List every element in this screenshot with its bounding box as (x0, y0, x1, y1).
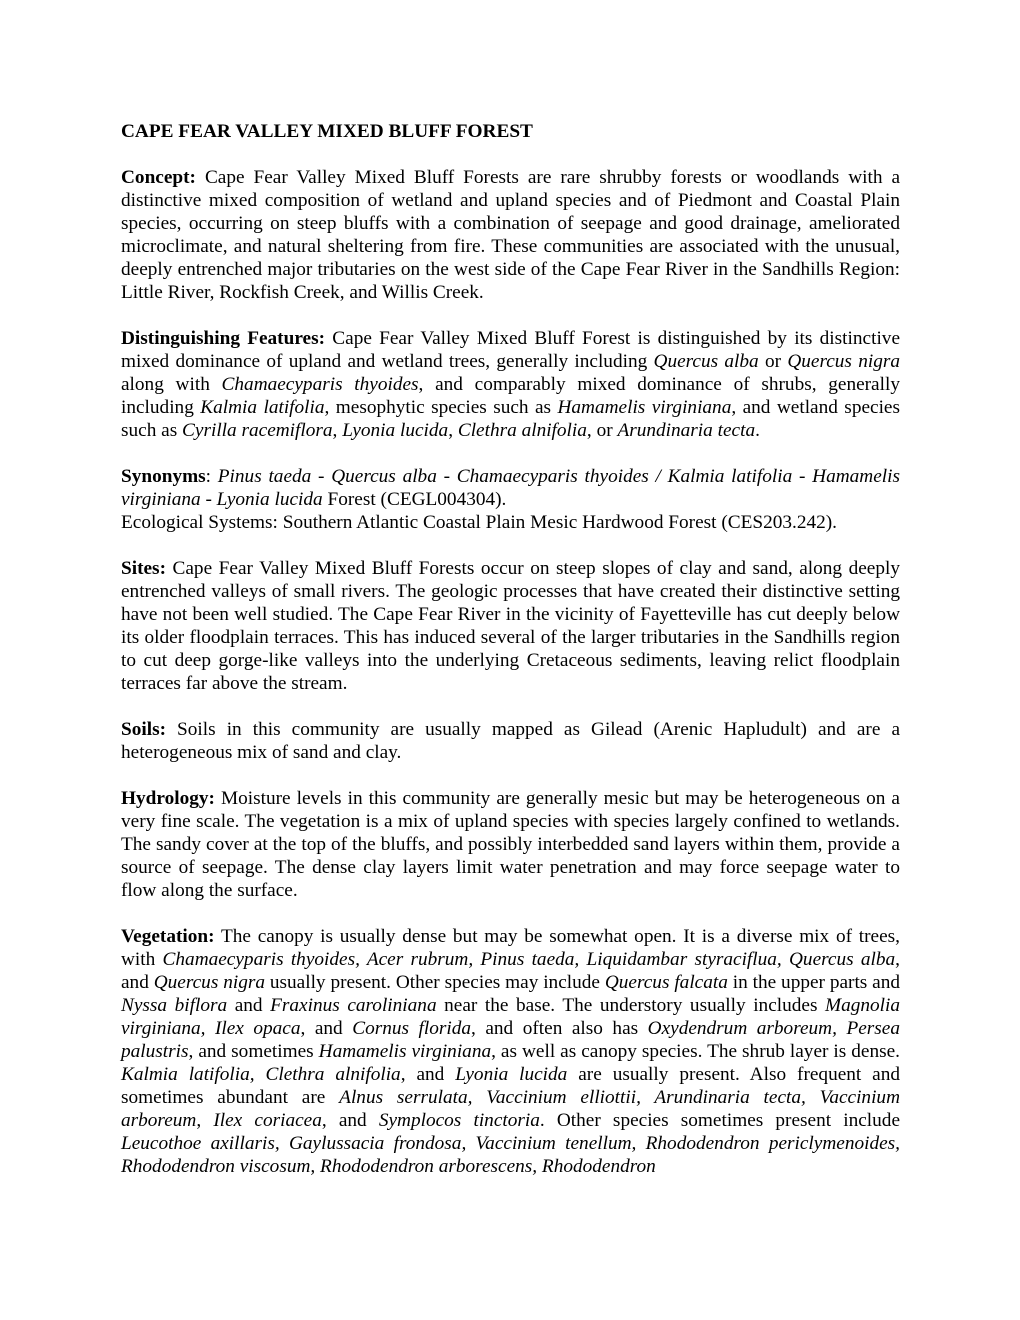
paragraph-text: . (755, 420, 760, 441)
species-name: Magnolia virginiana, Ilex opaca (121, 995, 901, 1039)
paragraph-concept (121, 166, 900, 304)
paragraph-text: Soils in this community are usually mapped as Gilead (Arenic Hapludult) and are a heterogeneous mix of sand and clay. (121, 719, 900, 763)
species-name: Chamaecyparis thyoides (221, 374, 419, 395)
paragraph-text: along with (121, 374, 222, 395)
species-name: Quercus nigra (153, 972, 265, 993)
section-heading: Vegetation: (121, 926, 215, 947)
paragraph-text: , and often also has (471, 1018, 648, 1039)
paragraph-text: : (205, 466, 218, 487)
species-name: Pinus taeda - Quercus alba - Chamaecyparis thyoides / Kalmia latifolia - Hamamelis virginiana - Lyonia lucida (121, 466, 900, 510)
species-name: Oxydendrum arboreum, Persea palustris (121, 1018, 900, 1062)
section-heading: Hydrology: (121, 788, 215, 809)
paragraph-text: near the base. The understory usually includes (436, 995, 826, 1016)
paragraph-text: The canopy is usually dense but may be somewhat open. It is a diverse mix of trees, with (121, 926, 900, 970)
paragraph-text: usually present. Other species may include (265, 972, 605, 993)
species-name: Cornus florida (352, 1018, 472, 1039)
paragraph-text: Moisture levels in this community are generally mesic but may be heterogeneous on a very fine scale. The vegetation is a mix of upland species with species largely confined to wetlands. The sandy cover at the top of the bluffs, and possibly interbedded sand layers within them, provide a source of seepage. The dense clay layers limit water penetration and may force seepage water to flow along the surface. (121, 788, 900, 901)
section-heading: Sites: (121, 558, 166, 579)
paragraph-text: Forest (CEGL004304). (322, 489, 507, 510)
species-name: Lyonia lucida (342, 420, 449, 441)
paragraph-text: , (332, 420, 343, 441)
paragraph-text: Cape Fear Valley Mixed Bluff Forest is distinguished by its distinctive mixed dominance of upland and wetland trees, generally including (121, 328, 900, 372)
species-name: Symplocos tinctoria (378, 1110, 540, 1131)
paragraph-text: or (758, 351, 788, 372)
paragraph-text: , and (321, 1110, 379, 1131)
paragraph-text: in the upper parts and (727, 972, 901, 993)
species-name: Quercus nigra (787, 351, 901, 372)
paragraph-text: , and sometimes (188, 1041, 319, 1062)
species-name: Kalmia latifolia, Clethra alnifolia (121, 1064, 401, 1085)
species-name: Cyrilla racemiflora (182, 420, 333, 441)
species-name: Quercus alba (653, 351, 759, 372)
species-name: Arundinaria tecta (617, 420, 756, 441)
species-name: Clethra alnifolia (457, 420, 587, 441)
species-name: Kalmia latifolia (200, 397, 325, 418)
paragraph-distinguishing-features (121, 327, 900, 442)
paragraph-text: Ecological Systems: Southern Atlantic Coastal Plain Mesic Hardwood Forest (CES203.242). (121, 512, 838, 533)
section-heading: Distinguishing Features: (121, 328, 326, 349)
species-name: Fraxinus caroliniana (270, 995, 437, 1016)
paragraph-text: , and wetland species such as (121, 397, 900, 441)
species-name: Nyssa biflora (121, 995, 228, 1016)
document-body (121, 166, 900, 1178)
paragraph-text: , and (300, 1018, 353, 1039)
section-heading: Synonyms (121, 466, 206, 487)
species-name: Hamamelis virginiana (557, 397, 732, 418)
paragraph-text: . Other species sometimes present include (539, 1110, 901, 1131)
section-heading: Soils: (121, 719, 167, 740)
document-title: CAPE FEAR VALLEY MIXED BLUFF FOREST (121, 121, 533, 142)
paragraph-text: are usually present. Also frequent and sometimes abundant are (121, 1064, 901, 1108)
paragraph-synonyms (121, 465, 900, 534)
species-name: Alnus serrulata, Vaccinium elliottii, Arundinaria tecta, Vaccinium arboreum (121, 1087, 900, 1131)
species-name: Leucothoe axillaris, Gaylussacia frondosa, Vaccinium tenellum, Rhododendron periclymenoides, Rhododendron viscosum, Rhododendron arborescens, Rhododendron (121, 1133, 900, 1177)
paragraph-text: , and (121, 949, 900, 993)
species-name: Hamamelis virginiana (318, 1041, 492, 1062)
paragraph-text: and (227, 995, 271, 1016)
paragraph-text: , as well as canopy species. The shrub layer is dense. (491, 1041, 901, 1062)
species-name: Ilex coriacea (213, 1110, 322, 1131)
species-name: Chamaecyparis thyoides, Acer rubrum, Pinus taeda, Liquidambar styraciflua, Quercus alba (162, 949, 896, 970)
paragraph-text: , (448, 420, 458, 441)
paragraph-vegetation (121, 925, 900, 1178)
section-heading: Concept: (121, 167, 196, 188)
document-page (121, 120, 900, 1201)
paragraph-text: , and (400, 1064, 456, 1085)
paragraph-text: , (196, 1110, 214, 1131)
species-name: Lyonia lucida (455, 1064, 568, 1085)
paragraph-text: , and comparably mixed dominance of shrubs, generally including (121, 374, 900, 418)
species-name: Quercus falcata (604, 972, 728, 993)
paragraph-hydrology (121, 787, 900, 902)
paragraph-sites (121, 557, 900, 695)
paragraph-text: Cape Fear Valley Mixed Bluff Forests are rare shrubby forests or woodlands with a distinctive mixed composition of wetland and upland species and of Piedmont and Coastal Plain species, occurring on steep bluffs with a combination of seepage and good drainage, ameliorated microclimate, and natural sheltering from fire. These communities are associated with the unusual, deeply entrenched major tributaries on the west side of the Cape Fear River in the Sandhills Region: Little River, Rockfish Creek, and Willis Creek. (121, 167, 900, 303)
paragraph-text: , mesophytic species such as (324, 397, 558, 418)
paragraph-text: Cape Fear Valley Mixed Bluff Forests occur on steep slopes of clay and sand, along deeply entrenched valleys of small rivers. The geologic processes that have created their distinctive setting have not been well studied. The Cape Fear River in the vicinity of Fayetteville has cut deeply below its older floodplain terraces. This has induced several of the larger tributaries in the Sandhills region to cut deep gorge-like valleys into the underlying Cretaceous sediments, leaving relict floodplain terraces far above the stream. (121, 558, 900, 694)
paragraph-soils (121, 718, 900, 764)
paragraph-text: , or (586, 420, 618, 441)
